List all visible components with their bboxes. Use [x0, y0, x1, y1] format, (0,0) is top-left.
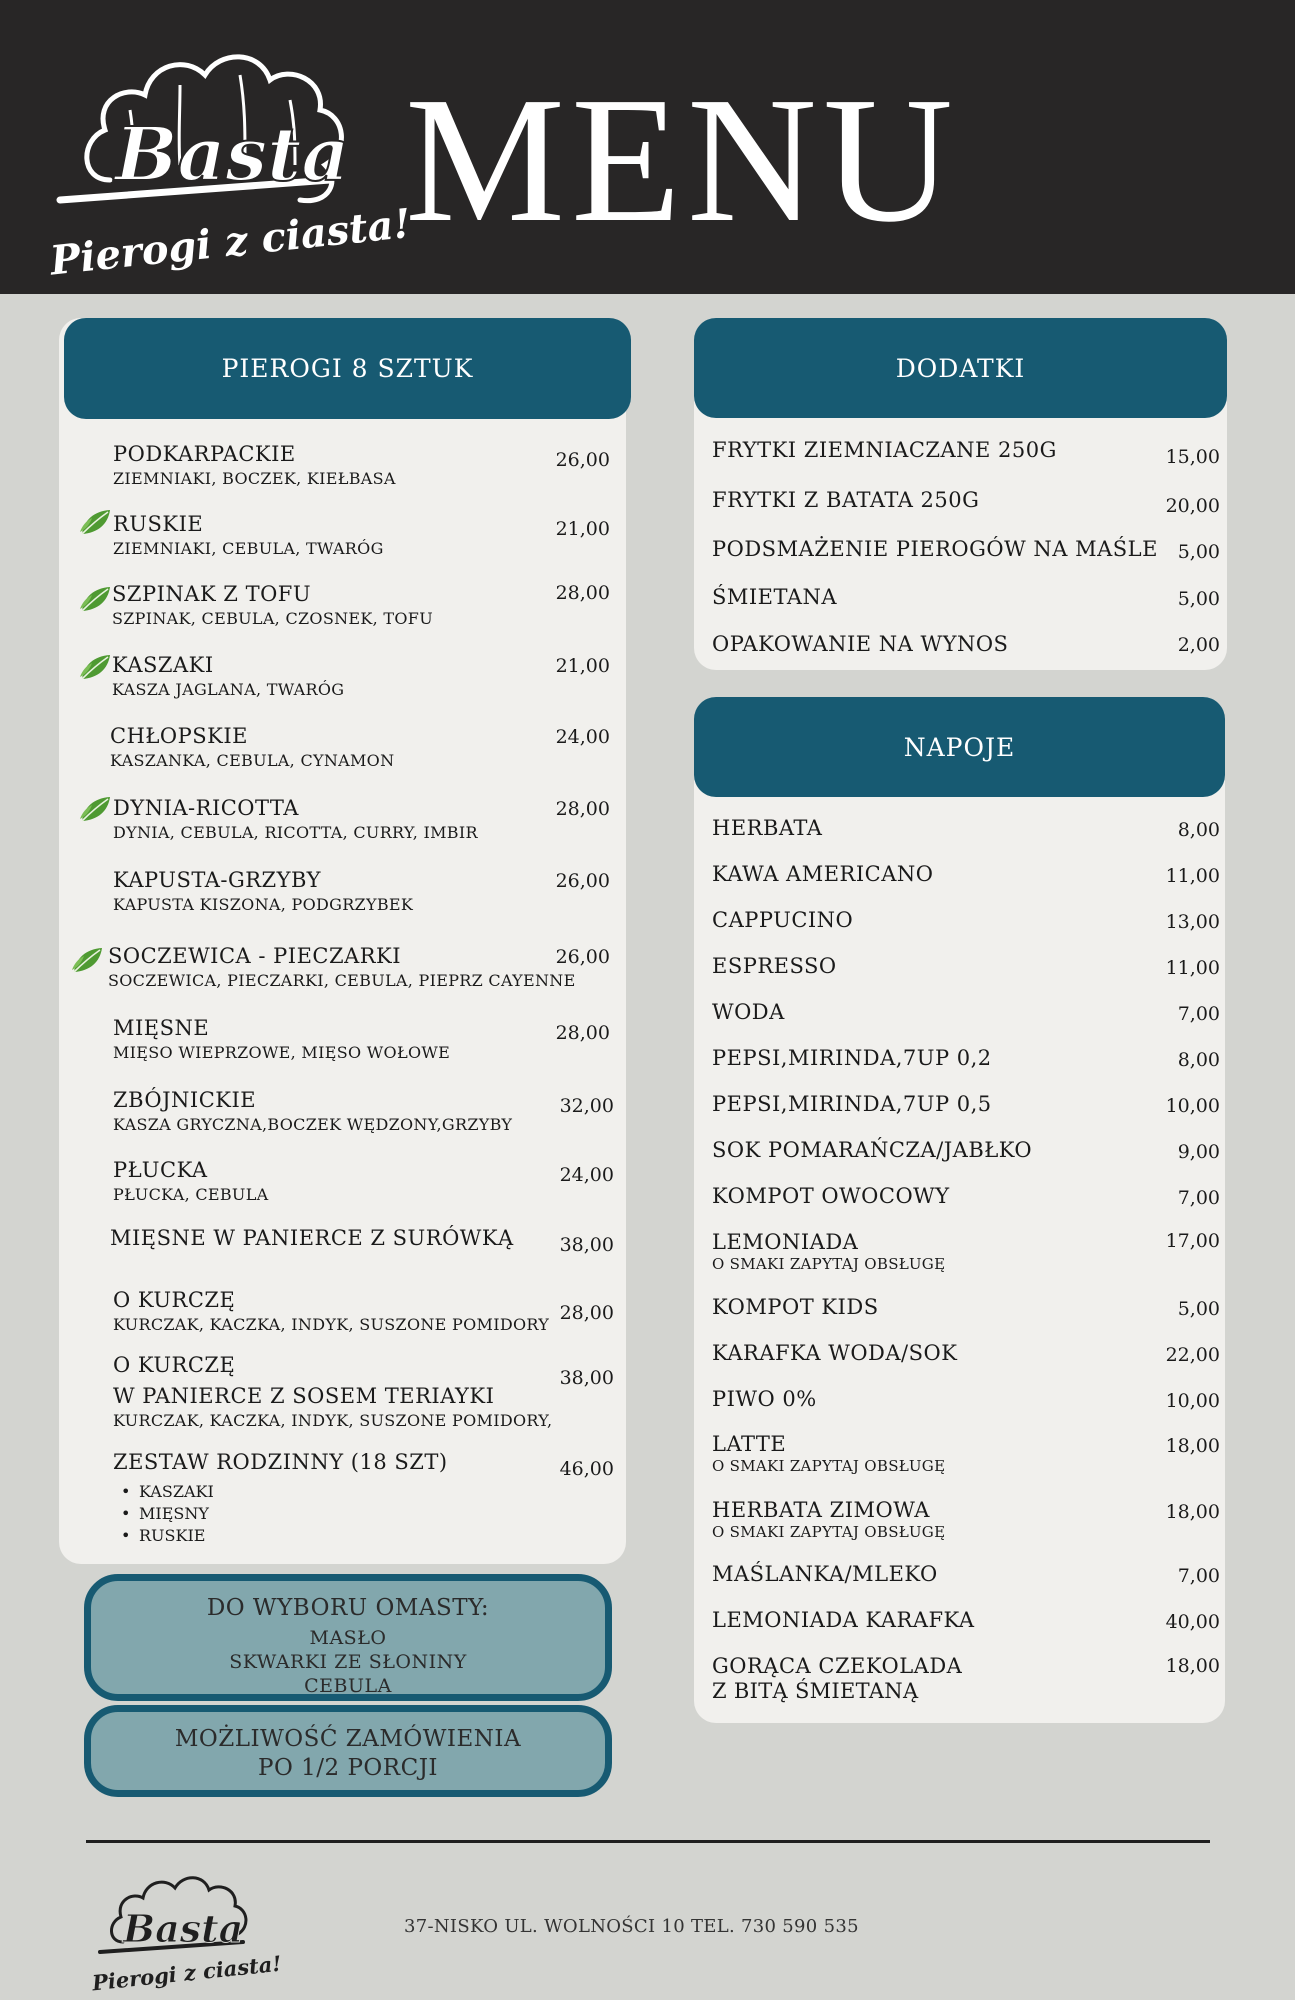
drink-price: 10,00: [1165, 1390, 1220, 1412]
item-name: ZESTAW RODZINNY (18 SZT): [113, 1450, 448, 1474]
set-item: • KASZAKI: [113, 1481, 448, 1503]
drink-price: 7,00: [1177, 1003, 1220, 1025]
item-name: SOCZEWICA - PIECZARKI: [108, 944, 402, 968]
basta-logo: [40, 30, 414, 290]
footer-address: 37-NISKO UL. WOLNOŚCI 10 TEL. 730 590 535: [404, 1916, 859, 1937]
drink-price: 18,00: [1165, 1501, 1220, 1523]
drink-price: 11,00: [1165, 865, 1220, 887]
menu-item: [113, 1290, 549, 1333]
drink-name: GORĄCA CZEKOLADA: [712, 1654, 963, 1678]
item-ingredients: SOCZEWICA, PIECZARKI, CEBULA, PIEPRZ CAYENNE: [108, 971, 576, 990]
drink-price: 11,00: [1165, 957, 1220, 979]
drink-item: [712, 1343, 957, 1364]
addon-price: 2,00: [1177, 634, 1220, 656]
omasty-option: SKWARKI ZE SŁONINY: [229, 1651, 467, 1673]
drink-price: 10,00: [1165, 1095, 1220, 1117]
drink-item: [712, 1656, 962, 1702]
menu-item: [113, 870, 413, 913]
drink-flavor-note: O SMAKI ZAPYTAJ OBSŁUGĘ: [712, 1255, 946, 1273]
drink-name: PEPSI,MIRINDA,7UP 0,5: [712, 1092, 992, 1116]
item-ingredients: DYNIA, CEBULA, RICOTTA, CURRY, IMBIR: [113, 823, 478, 842]
menu-item: [113, 514, 384, 557]
drink-price: 9,00: [1177, 1141, 1220, 1163]
omasty-box: [84, 1574, 612, 1701]
half-portion-line: PO 1/2 PORCJI: [257, 1755, 439, 1781]
drink-price: 40,00: [1165, 1611, 1220, 1633]
menu-item: [113, 1452, 448, 1547]
drink-price: 7,00: [1177, 1187, 1220, 1209]
vegetarian-leaf-icon: [78, 508, 112, 536]
item-ingredients: MIĘSO WIEPRZOWE, MIĘSO WOŁOWE: [113, 1043, 451, 1062]
basta-logo-small: [88, 1862, 283, 1996]
item-price: 21,00: [555, 655, 610, 677]
set-contents: [113, 1481, 448, 1547]
vegetarian-leaf-icon: [70, 946, 104, 974]
item-price: 32,00: [559, 1095, 614, 1117]
menu-item: [113, 444, 396, 487]
half-portion-line: MOŻLIWOŚĆ ZAMÓWIENIA: [174, 1726, 522, 1752]
item-name: SZPINAK Z TOFU: [112, 582, 312, 606]
drink-name: PEPSI,MIRINDA,7UP 0,2: [712, 1046, 992, 1070]
drink-item: [712, 1564, 938, 1585]
omasty-title: DO WYBORU OMASTY:: [206, 1595, 490, 1621]
addon-name: FRYTKI Z BATATA 250G: [712, 488, 980, 512]
item-name: DYNIA-RICOTTA: [113, 796, 299, 820]
drink-item: [712, 1500, 945, 1540]
omasty-option: CEBULA: [304, 1675, 392, 1697]
item-price: 28,00: [555, 798, 610, 820]
item-ingredients: ZIEMNIAKI, BOCZEK, KIEŁBASA: [113, 469, 396, 488]
item-price: 28,00: [559, 1302, 614, 1324]
item-ingredients: KURCZAK, KACZKA, INDYK, SUSZONE POMIDORY: [113, 1315, 550, 1334]
drink-price: 22,00: [1165, 1344, 1220, 1366]
drink-name: SOK POMARAŃCZA/JABŁKO: [712, 1138, 1033, 1162]
item-price: 28,00: [555, 1022, 610, 1044]
drink-price: 18,00: [1165, 1655, 1220, 1677]
menu-item: [113, 1355, 552, 1429]
set-item: • MIĘSNY: [113, 1503, 448, 1525]
item-price: 24,00: [559, 1164, 614, 1186]
drink-name: ESPRESSO: [712, 954, 837, 978]
item-name: O KURCZĘ: [113, 1288, 236, 1312]
item-price: 28,00: [555, 582, 610, 604]
svg-text:Basta: Basta: [115, 112, 350, 198]
item-name: KASZAKI: [112, 653, 214, 677]
menu-item: [112, 584, 433, 627]
napoje-heading: NAPOJE: [694, 697, 1225, 797]
drink-item: [712, 864, 933, 885]
drink-price: 17,00: [1165, 1230, 1220, 1252]
set-item: • RUSKIE: [113, 1525, 448, 1547]
half-portion-box: [84, 1705, 612, 1797]
item-ingredients: KASZA JAGLANA, TWARÓG: [112, 680, 345, 699]
item-name: PŁUCKA: [113, 1158, 208, 1182]
drink-item: [712, 1297, 879, 1318]
item-price: 24,00: [555, 726, 610, 748]
drink-name: KARAFKA WODA/SOK: [712, 1341, 958, 1365]
vegetarian-leaf-icon: [78, 585, 112, 613]
vegetarian-leaf-icon: [78, 653, 112, 681]
menu-item: [113, 1090, 512, 1133]
menu-item: [110, 1228, 514, 1249]
drink-flavor-note: O SMAKI ZAPYTAJ OBSŁUGĘ: [712, 1457, 946, 1475]
drink-name: WODA: [712, 1000, 785, 1024]
addon-price: 5,00: [1177, 541, 1220, 563]
drink-name: LATTE: [712, 1432, 787, 1456]
drink-item: [712, 1002, 785, 1023]
drink-price: 8,00: [1177, 1049, 1220, 1071]
item-ingredients: KURCZAK, KACZKA, INDYK, SUSZONE POMIDORY,: [113, 1411, 553, 1430]
drink-name-line2: Z BITĄ ŚMIETANĄ: [712, 1679, 919, 1703]
addon-price: 15,00: [1165, 446, 1220, 468]
item-name: O KURCZĘ: [113, 1353, 236, 1377]
drink-item: [712, 1140, 1032, 1161]
item-price: 38,00: [559, 1234, 614, 1256]
item-price: 38,00: [559, 1367, 614, 1389]
pierogi-heading: PIEROGI 8 SZTUK: [64, 318, 631, 419]
drink-name: KOMPOT KIDS: [712, 1295, 879, 1319]
drink-name: HERBATA ZIMOWA: [712, 1498, 930, 1522]
drink-price: 8,00: [1177, 819, 1220, 841]
item-ingredients: ZIEMNIAKI, CEBULA, TWARÓG: [113, 539, 384, 558]
napoje-list: [712, 818, 1220, 1718]
item-price: 46,00: [559, 1458, 614, 1480]
addon-name: OPAKOWANIE NA WYNOS: [712, 632, 1009, 656]
drink-name: PIWO 0%: [712, 1387, 817, 1411]
svg-text:Pierogi z ciasta!: Pierogi z ciasta!: [47, 199, 414, 285]
menu-item: [113, 798, 478, 841]
menu-item: [108, 946, 576, 989]
item-ingredients: SZPINAK, CEBULA, CZOSNEK, TOFU: [112, 609, 433, 628]
item-name: MIĘSNE: [113, 1016, 210, 1040]
menu-item: [112, 655, 344, 698]
drink-item: [712, 910, 853, 931]
omasty-option: MASŁO: [309, 1627, 387, 1649]
item-ingredients: KASZA GRYCZNA,BOCZEK WĘDZONY,GRZYBY: [113, 1115, 513, 1134]
addon-price: 20,00: [1165, 495, 1220, 517]
drink-item: [712, 1186, 950, 1207]
item-name-line2: W PANIERCE Z SOSEM TERIAYKI: [113, 1384, 495, 1408]
svg-text:Basta: Basta: [123, 1906, 244, 1951]
drink-item: [712, 818, 822, 839]
drink-price: 5,00: [1177, 1298, 1220, 1320]
drink-item: [712, 1048, 992, 1069]
page-title: MENU: [405, 60, 959, 259]
drink-name: LEMONIADA: [712, 1230, 859, 1254]
item-name: RUSKIE: [113, 512, 204, 536]
item-name: ZBÓJNICKIE: [113, 1088, 257, 1112]
drink-price: 13,00: [1165, 911, 1220, 933]
addon-price: 5,00: [1177, 588, 1220, 610]
drink-name: LEMONIADA KARAFKA: [712, 1608, 975, 1632]
menu-item: [113, 1018, 450, 1061]
drink-item: [712, 956, 837, 977]
vegetarian-leaf-icon: [78, 795, 112, 823]
drink-name: KOMPOT OWOCOWY: [712, 1184, 950, 1208]
footer-divider: [86, 1840, 1210, 1843]
addon-name: PODSMAŻENIE PIEROGÓW NA MAŚLE: [712, 537, 1158, 561]
drink-name: KAWA AMERICANO: [712, 862, 934, 886]
item-ingredients: KASZANKA, CEBULA, CYNAMON: [110, 751, 395, 770]
item-ingredients: KAPUSTA KISZONA, PODGRZYBEK: [113, 895, 414, 914]
drink-item: [712, 1389, 817, 1410]
dodatki-list: [712, 440, 1220, 660]
drink-name: MAŚLANKA/MLEKO: [712, 1562, 938, 1586]
svg-text:Pierogi z ciasta!: Pierogi z ciasta!: [90, 1950, 283, 1996]
dodatki-heading: DODATKI: [694, 318, 1227, 418]
item-price: 26,00: [555, 946, 610, 968]
drink-item: [712, 1232, 945, 1272]
item-name: KAPUSTA-GRZYBY: [113, 868, 321, 892]
drink-flavor-note: O SMAKI ZAPYTAJ OBSŁUGĘ: [712, 1523, 946, 1541]
addon-name: ŚMIETANA: [712, 585, 838, 609]
drink-item: [712, 1094, 992, 1115]
addon-name: FRYTKI ZIEMNIACZANE 250G: [712, 438, 1057, 462]
drink-item: [712, 1434, 945, 1474]
drink-name: CAPPUCINO: [712, 908, 854, 932]
drink-price: 18,00: [1165, 1435, 1220, 1457]
item-name: MIĘSNE W PANIERCE Z SURÓWKĄ: [110, 1226, 514, 1250]
item-price: 26,00: [555, 449, 610, 471]
item-name: PODKARPACKIE: [113, 442, 296, 466]
item-price: 26,00: [555, 870, 610, 892]
header-bar: [0, 0, 1295, 294]
drink-name: HERBATA: [712, 816, 823, 840]
item-ingredients: PŁUCKA, CEBULA: [113, 1185, 269, 1204]
menu-item: [110, 726, 394, 769]
item-price: 21,00: [555, 518, 610, 540]
menu-item: [113, 1160, 269, 1203]
item-name: CHŁOPSKIE: [110, 724, 248, 748]
drink-item: [712, 1610, 975, 1631]
drink-price: 7,00: [1177, 1565, 1220, 1587]
